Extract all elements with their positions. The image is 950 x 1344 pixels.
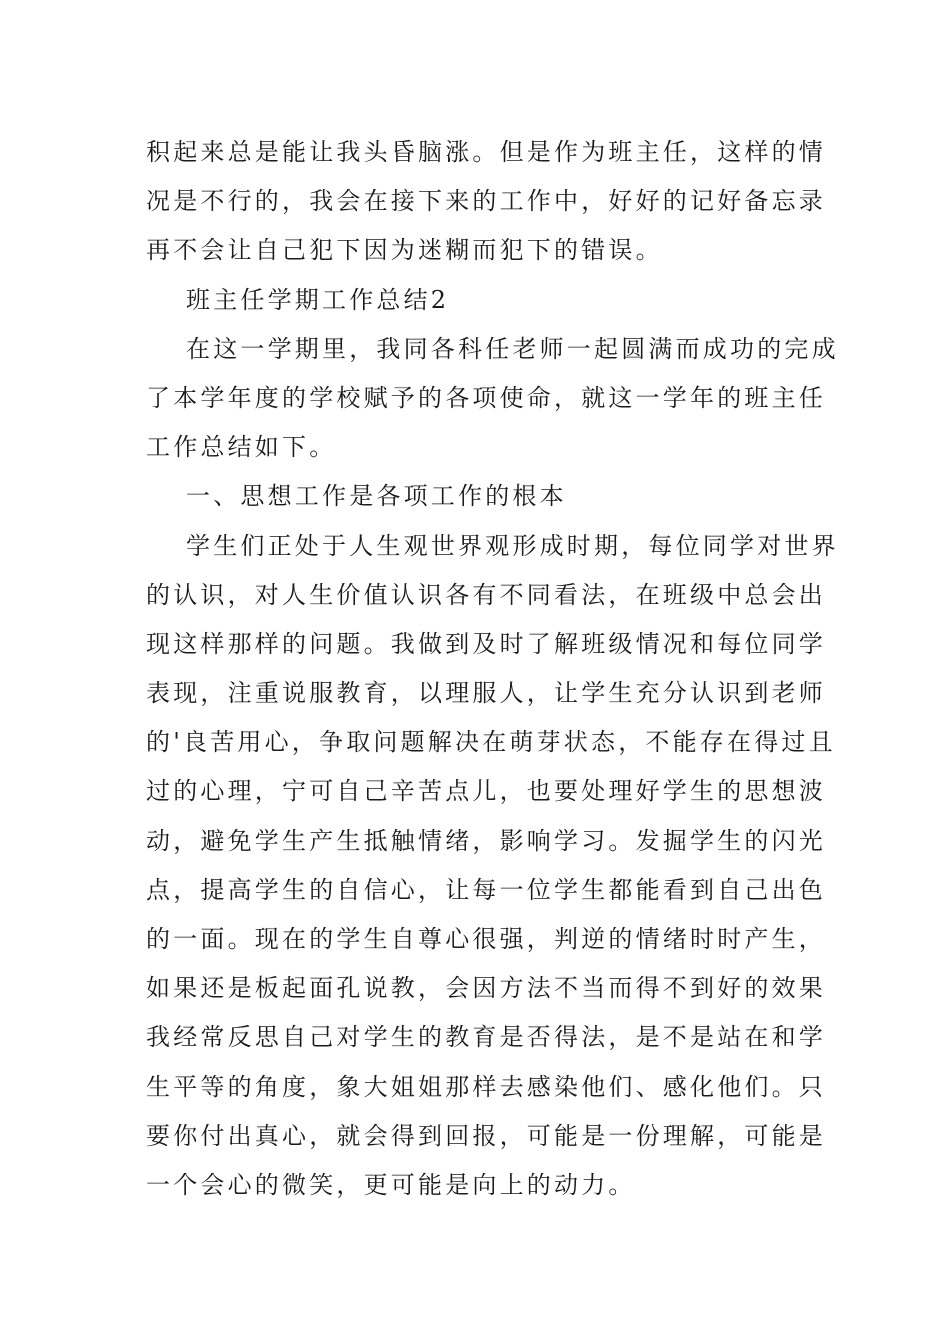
text-line: 我经常反思自己对学生的教育是否得法，是不是站在和学 bbox=[146, 1023, 826, 1052]
text-line: 在这一学期里，我同各科任老师一起圆满而成功的完成 bbox=[186, 334, 839, 363]
text-line: 的认识，对人生价值认识各有不同看法，在班级中总会出 bbox=[146, 580, 826, 609]
text-line: 如果还是板起面孔说教，会因方法不当而得不到好的效果 bbox=[146, 974, 826, 1003]
text-line: 表现，注重说服教育，以理服人，让学生充分认识到老师 bbox=[146, 679, 826, 708]
text-line: 的一面。现在的学生自尊心很强，判逆的情绪时时产生， bbox=[146, 925, 826, 953]
text-line: 的'良苦用心，争取问题解决在萌芽状态，不能存在得过且 bbox=[146, 728, 836, 757]
text-line: 现这样那样的问题。我做到及时了解班级情况和每位同学 bbox=[146, 629, 826, 658]
text-line: 要你付出真心，就会得到回报，可能是一份理解，可能是 bbox=[146, 1121, 826, 1150]
text-line: 了本学年度的学校赋予的各项使命，就这一学年的班主任 bbox=[146, 383, 826, 412]
text-line: 况是不行的，我会在接下来的工作中，好好的记好备忘录 bbox=[146, 187, 826, 216]
text-line: 学生们正处于人生观世界观形成时期，每位同学对世界 bbox=[186, 531, 839, 560]
text-line: 积起来总是能让我头昏脑涨。但是作为班主任，这样的情 bbox=[146, 138, 826, 166]
text-line: 工作总结如下。 bbox=[146, 433, 337, 462]
text-line: 过的心理，宁可自己辛苦点儿，也要处理好学生的思想波 bbox=[146, 777, 826, 806]
document-page bbox=[146, 128, 839, 1210]
text-line: 一个会心的微笑，更可能是向上的动力。 bbox=[146, 1170, 636, 1199]
text-line: 再不会让自己犯下因为迷糊而犯下的错误。 bbox=[146, 236, 663, 265]
section-title: 班主任学期工作总结2 bbox=[186, 285, 450, 314]
text-line: 生平等的角度，象大姐姐那样去感染他们、感化他们。只 bbox=[146, 1072, 826, 1101]
text-line: 点，提高学生的自信心，让每一位学生都能看到自己出色 bbox=[146, 875, 826, 904]
section-heading: 一、思想工作是各项工作的根本 bbox=[186, 482, 567, 511]
text-line: 动，避免学生产生抵触情绪，影响学习。发掘学生的闪光 bbox=[146, 826, 826, 855]
